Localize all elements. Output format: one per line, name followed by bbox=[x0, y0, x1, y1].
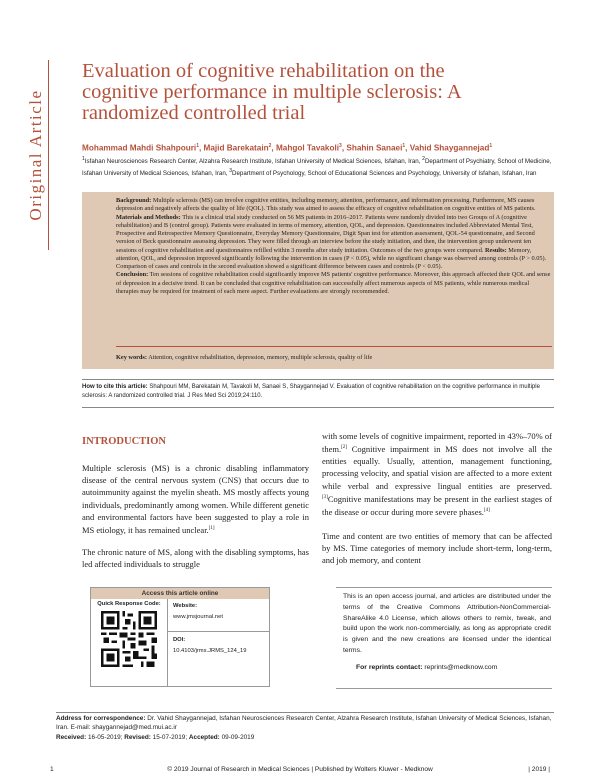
affiliation: Department of Psychiatry, School of Medicine, Isfahan University of Medical Sciences, Isfahan, Iran, bbox=[82, 158, 552, 177]
access-online-box bbox=[90, 587, 270, 687]
reprints-contact: For reprints contact: reprints@medknow.com bbox=[356, 664, 498, 671]
article-title: Evaluation of cognitive rehabilitation on the cognitive performance in multiple sclerosis: A randomized controlled trial bbox=[82, 60, 461, 124]
license-text: This is an open access journal, and articles are distributed under the terms of the Creative Commons Attribution-NonCommercial-ShareAlike 4.0 License, which allows others to remix, tweak, and build upon the work non-commercially, as long as appropriate credit is given and the new creations are licensed under the identical terms. bbox=[343, 593, 551, 654]
website-link[interactable]: www.jmsjournal.net bbox=[173, 614, 223, 620]
paragraph: with some levels of cognitive impairment, reported in 43%–70% of them.[2] Cognitive impairment in MS does not involve all the entities equally. Usually, attention, management functioning, processing velocity, and spatial vision are affected to a more extent while verbal and expressive lingual entities are preserved.[3]Cognitive manifestations may be present in the earliest stages of the disease or occur during more severe phases.[4] bbox=[322, 431, 552, 517]
author: Shahin Sanaei bbox=[346, 143, 403, 153]
access-header: Access this article online bbox=[91, 588, 269, 599]
affiliations: $^1$Isfahan Neurosciences Research Center, Alzahra Research Institute, Isfahan University of Medical Sciences, Isfahan, Iran, $^2$Department of Psychiatry, School of Medicine, Isfahan University of Medical Sciences, Isfahan, Iran, $^3$Department of Psychology, School of Educational Sciences and Psychology, University of Isfahan, Isfahan, Iran bbox=[82, 156, 552, 177]
keywords-divider bbox=[116, 346, 552, 347]
paragraph: Time and content are two entities of memory that can be affected by MS. Time categories of memory include short-term, long-term, and job memory, and content bbox=[322, 530, 552, 566]
qr-section bbox=[91, 599, 168, 686]
reprints-email[interactable]: reprints@medknow.com bbox=[424, 664, 498, 671]
qr-code-icon[interactable] bbox=[101, 611, 157, 667]
paragraph: Multiple sclerosis (MS) is a chronic disabling inflammatory disease of the central nervous system (CNS) that occurs due to autoimmunity against the myelin sheath. MS mostly affects young individuals, predominantly among women. While different genetic and environmental factors have been suggested to play a role in MS etiology, it has remained unclear.[1] bbox=[82, 463, 309, 535]
license-rule bbox=[336, 688, 552, 689]
author-list: Mohammad Mahdi Shahpouri$^1$, Majid Barekatain$^2$, Mahgol Tavakoli$^3$, Shahin Sanaei$^1$, Vahid Shaygannejad$^1$ bbox=[82, 143, 493, 153]
right-column bbox=[322, 430, 552, 579]
affiliation: Department of Psychology, School of Educational Sciences and Psychology, University of Isfahan, Isfahan, Iran bbox=[231, 169, 537, 177]
article-type-label bbox=[28, 60, 44, 250]
correspondence: Address for correspondence: Dr. Vahid Shaygannejad, Isfahan Neurosciences Research Center, Alzahra Research Institute, Isfahan University of Medical Sciences, Isfahan, Iran. E-mail: shaygannejad@med.mui.ac.ir Received: 16-05-2019; Revised: 15-07-2019; Accepted: 09-09-2019 bbox=[56, 715, 552, 741]
footer-copyright: © 2019 Journal of Research in Medical Sciences | Published by Wolters Kluwer - Medknow bbox=[167, 766, 433, 773]
author: Mohammad Mahdi Shahpouri bbox=[82, 143, 197, 153]
footer-year: | 2019 | bbox=[528, 766, 550, 773]
access-info bbox=[173, 602, 269, 655]
abstract-box bbox=[82, 192, 554, 369]
author: Mahgol Tavakoli bbox=[275, 143, 340, 153]
left-column bbox=[82, 462, 309, 580]
affiliation: Isfahan Neurosciences Research Center, Alzahra Research Institute, Isfahan University of Medical Sciences, Isfahan, Iran, bbox=[84, 158, 423, 166]
page-number: 1 bbox=[50, 766, 54, 773]
license-rule bbox=[336, 587, 552, 588]
correspondence-rule bbox=[56, 712, 554, 713]
author: Majid Barekatain bbox=[203, 143, 269, 153]
access-divider bbox=[168, 631, 269, 632]
article-type-text: Original Article bbox=[26, 89, 45, 221]
doi-label: DOI: bbox=[173, 637, 186, 643]
side-rule bbox=[48, 60, 49, 250]
paragraph: The chronic nature of MS, along with the disabling symptoms, has led affected individuals to struggle bbox=[82, 547, 309, 570]
keywords: Key words: Attention, cognitive rehabilitation, depression, memory, multiple sclerosis, quality of life bbox=[116, 354, 373, 361]
author: Vahid Shaygannejad bbox=[409, 143, 490, 153]
qr-label: Quick Response Code: bbox=[97, 601, 161, 607]
website-label: Website: bbox=[173, 603, 198, 609]
doi-link[interactable]: 10.4103/jrms.JRMS_124_19 bbox=[173, 648, 247, 654]
abstract-text: Background: Multiple sclerosis (MS) can involve cognitive entities, including memory, attention, performance, and information processing. Furthermore, MS causes depression and negatively affects the quality of life (QOL). This study was aimed to assess the efficacy of cognitive rehabilitation on cognitive entities of MS patients. Materials and Methods: This is a clinical trial study conducted on 56 MS patients in 2016–2017. Patients were randomly divided into two Groups of A (cognitive rehabilitation) and B (control group). Patients were evaluated in terms of memory, attention, QOL, and depression. Questionnaires included Abbreviated Mental Test, Prospective and Retrospective Memory Questionnaire, Everyday Memory Questionnaire, Digit Span test for attention assessment, QOL-54 questionnaire, and Second version of Beck questionnaire assessing depression. They were filled through an interview before the study initiation, and then, the intervention group underwent ten sessions of cognitive rehabilitation and questionnaires refilled within 3 months after study initiation. Outcomes of the two groups were compared. Results: Memory, attention, QOL, and depression improved significantly following the intervention in cases (P < 0.05), while no significant change was observed among controls (P > 0.05). Comparison of cases and controls in the second evaluation showed a significant difference between cases and controls (P < 0.05). Conclusion: Ten sessions of cognitive rehabilitation could significantly improve MS patients' cognitive performance. Moreover, this approach affected their QOL and sense of depression in a decisive trend. It can be concluded that cognitive rehabilitation can successfully affect numerous aspects of MS patients, while numerous medical therapies may be required for treatment of each mere aspect. Further evaluations are strongly recommended. bbox=[116, 197, 551, 295]
how-to-cite: How to cite this article: Shahpouri MM, Barekatain M, Tavakoli M, Sanaei S, Shaygannejad V. Evaluation of cognitive rehabilitation on the cognitive performance in multiple sclerosis: A randomized controlled trial. J Res Med Sci 2019;24:110. bbox=[82, 379, 554, 408]
introduction-heading: INTRODUCTION bbox=[82, 436, 167, 447]
